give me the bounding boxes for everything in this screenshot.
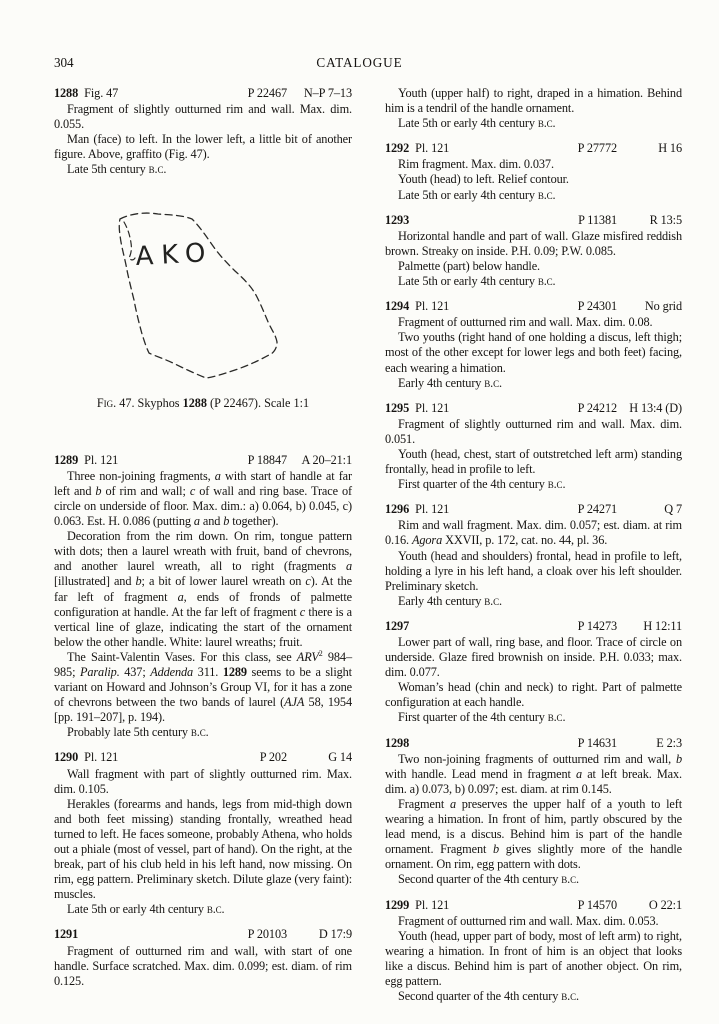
text-segment: a <box>345 559 352 574</box>
catalog-entry-1292 <box>385 141 682 202</box>
text-segment: Addenda <box>150 664 194 679</box>
entry-paragraph: Late 5th or early 4th century b.c. <box>398 274 556 289</box>
entry-paragraph: Fragment of slightly outturned rim and wall. Max. dim. 0.051. <box>385 416 682 446</box>
entry-paragraph: Fragment a preserves the upper half of a youth to left wearing a himation. In front of him, partly obscured by the lead mend, is a discus. Behind him is part of the handle ornament. Fragment b gives slightly more of the handle ornament. On rim, egg pattern with dots. <box>385 796 683 872</box>
text-segment: a <box>214 468 221 483</box>
entry-header <box>385 213 682 228</box>
text-segment: 1289 <box>222 664 247 679</box>
entry-number-and-plate <box>385 141 578 156</box>
catalog-entry-1288 <box>54 86 352 178</box>
entry-paragraph: Fragment of outturned rim and wall, with start of one handle. Surface scratched. Max. dim. 0.099; est. diam. of rim 0.125. <box>54 943 352 988</box>
entry-paragraph: Three non-joining fragments, a with start of handle at far left and b of rim and wall; c of wall and ring base. Trace of circle on underside of floor. Max. dim.: a) 0.064, b) 0.045, c) 0.063. Est. H. 0.086 (putting a and b together). <box>54 468 352 529</box>
entry-paragraph: Rim and wall fragment. Max. dim. 0.057; est. diam. at rim 0.16. Agora XXVII, p. 172, cat. no. 44, pl. 36. <box>385 518 682 548</box>
text-segment: b.c. <box>561 989 579 1004</box>
entry-paragraph: Herakles (forearms and hands, legs from mid-thigh down and both feet missing) standing frontally, wreathed head turned to left. He faces someone, probably Athena, who holds out a phiale (most of vessel, part of hand). On the right, at the break, part of his club held in his left hand, now missing. On rim, egg pattern. Preliminary sketch. Dilute glaze (very faint): muscles. <box>54 796 352 902</box>
entry-header <box>385 299 682 314</box>
entries-group-right <box>385 86 682 1004</box>
entry-header <box>385 401 682 416</box>
entry-plate-ref: Pl. 121 <box>409 141 450 156</box>
text-segment: b <box>493 842 500 857</box>
entry-number-and-plate <box>385 898 578 913</box>
entry-plate-ref: Pl. 121 <box>78 750 119 765</box>
entry-inventory-number: P 27772 <box>577 141 617 156</box>
text-segment: a <box>576 766 583 781</box>
entry-paragraph: Late 5th or early 4th century b.c. <box>398 187 556 202</box>
entry-header <box>385 898 682 913</box>
entry-grid-ref: E 2:3 <box>656 735 682 750</box>
entry-paragraph: Woman’s head (chin and neck) to right. Part of palmette configuration at each handle. <box>385 680 682 710</box>
text-segment: 1288 <box>182 395 207 410</box>
entry-plate-ref: Pl. 121 <box>409 400 450 415</box>
entry-number-and-plate <box>385 619 578 634</box>
text-segment: b.c. <box>148 162 167 177</box>
entry-number: 1294 <box>385 299 410 314</box>
entry-inventory-number: P 14631 <box>577 735 617 750</box>
entry-number: 1292 <box>385 141 410 156</box>
page-number: 304 <box>54 55 74 70</box>
entry-grid-ref: H 16 <box>658 141 682 156</box>
text-segment: a <box>177 589 184 604</box>
entry-inventory-number: P 24301 <box>577 299 617 314</box>
entry-inventory-number: P 24271 <box>577 502 617 517</box>
entry-plate-ref: Pl. 121 <box>409 897 450 912</box>
catalog-entry-continuation <box>385 86 682 131</box>
running-title: CATALOGUE <box>316 55 403 70</box>
catalog-entry-1299 <box>385 898 682 1005</box>
entry-paragraph: Youth (head, chest, start of outstretched left arm) standing frontally, head in profile to left. <box>385 446 682 477</box>
entry-paragraph: First quarter of the 4th century b.c. <box>398 477 566 492</box>
entry-paragraph: Youth (upper half) to right, draped in a himation. Behind him is a tendril of the handle ornament. <box>385 86 682 116</box>
entry-paragraph: Palmette (part) below handle. <box>398 258 540 273</box>
entry-number: 1297 <box>385 618 410 633</box>
text-segment: b.c. <box>561 872 579 887</box>
entry-header <box>54 750 352 765</box>
entries-group-before-figure <box>54 86 352 178</box>
entry-paragraph: Probably late 5th century b.c. <box>67 725 209 740</box>
entry-inventory-number: P 20103 <box>247 927 287 942</box>
entry-paragraph: Youth (head) to left. Relief contour. <box>398 172 569 187</box>
text-segment: Fig. <box>96 395 117 410</box>
entry-number-and-plate <box>385 502 578 517</box>
text-segment: 2 <box>318 648 323 658</box>
catalog-entry-1293 <box>385 213 682 289</box>
entry-paragraph: Youth (head, upper part of body, most of left arm) to right, wearing a himation. In front of him is an object that looks like a discus. Behind him is part of another object. On rim, egg pattern. <box>385 928 682 988</box>
entry-grid-ref: D 17:9 <box>318 927 352 942</box>
text-segment: a <box>449 796 456 811</box>
entry-paragraph: Fragment of slightly outturned rim and wall. Max. dim. 0.055. <box>54 102 352 132</box>
entry-header <box>54 453 352 468</box>
catalog-entry-1289 <box>54 453 352 741</box>
text-segment: b.c. <box>484 375 502 390</box>
entries-group-after-figure <box>54 453 352 989</box>
entry-paragraph: Second quarter of the 4th century b.c. <box>398 989 579 1004</box>
entry-inventory-number: P 22467 <box>247 86 287 100</box>
text-segment: b.c. <box>190 725 209 740</box>
catalog-entry-1290 <box>54 750 352 917</box>
entry-paragraph: Man (face) to left. In the lower left, a little bit of another figure. Above, graffito (Fig. 47). <box>54 132 352 162</box>
entry-inventory-number: P 24212 <box>577 400 617 415</box>
entry-number: 1295 <box>385 400 410 415</box>
entry-paragraph: Two youths (right hand of one holding a discus, left thigh; most of the other except for lower legs and both feet) facing, each wearing a himation. <box>385 330 682 375</box>
entry-paragraph: Wall fragment with part of slightly outturned rim. Max. dim. 0.105. <box>54 766 352 796</box>
entry-number-and-plate <box>385 299 578 314</box>
text-segment: b <box>135 574 142 589</box>
entry-grid-ref: N–P 7–13 <box>303 86 352 100</box>
right-column <box>385 86 682 1004</box>
catalog-entry-1295 <box>385 401 682 493</box>
entry-paragraph: Second quarter of the 4th century b.c. <box>398 872 579 887</box>
entry-header <box>385 502 682 517</box>
text-segment: b.c. <box>206 902 225 917</box>
entry-grid-ref: O 22:1 <box>648 897 682 912</box>
entry-number: 1299 <box>385 897 410 912</box>
entry-header <box>385 141 682 156</box>
graffito-text: AKO <box>134 237 215 272</box>
sherd-inner-break-line <box>124 222 135 260</box>
entry-grid-ref: H 12:11 <box>643 618 682 633</box>
catalog-entry-1296 <box>385 502 682 609</box>
entry-number: 1290 <box>54 750 79 765</box>
entry-paragraph: Rim fragment. Max. dim. 0.037. <box>398 157 554 172</box>
entry-paragraph: Early 4th century b.c. <box>398 593 502 608</box>
entry-number: 1293 <box>385 212 410 227</box>
entry-grid-ref: R 13:5 <box>649 212 682 227</box>
catalog-entry-1298 <box>385 736 682 888</box>
entry-number-and-plate <box>54 927 248 942</box>
figure-47 <box>54 202 352 411</box>
figure-caption: Fig. 47. Skyphos 1288 (P 22467). Scale 1:1 <box>96 395 310 410</box>
sherd-drawing <box>102 202 342 387</box>
left-column <box>54 86 352 1004</box>
entry-number-and-plate <box>385 401 578 416</box>
text-segment: b.c. <box>484 593 502 608</box>
entry-number: 1291 <box>54 927 79 942</box>
entry-grid-ref: A 20–21:1 <box>301 452 352 467</box>
entry-paragraph: Two non-joining fragments of outturned rim and wall, b with handle. Lead mend in fragment a at left break. Max. dim. a) 0.073, b) 0.097; est. diam. at rim 0.145. <box>385 751 683 796</box>
text-segment: AJA <box>284 695 305 710</box>
text-segment: b <box>95 483 102 498</box>
entry-paragraph: Early 4th century b.c. <box>398 375 502 390</box>
running-head <box>54 55 682 86</box>
text-segment: b.c. <box>537 274 556 289</box>
entry-header <box>54 927 352 942</box>
entry-number-and-plate <box>54 86 248 101</box>
entry-inventory-number: P 11381 <box>578 212 617 227</box>
entry-paragraph: Horizontal handle and part of wall. Glaze misfired reddish brown. Streaky on inside. P.H. 0.09; P.W. 0.085. <box>385 228 682 258</box>
entry-paragraph: Youth (head and shoulders) frontal, head in profile to left, holding a lyre in his left hand, a cloak over his left shoulder. Preliminary sketch. <box>385 548 682 593</box>
catalog-entry-1297 <box>385 619 682 726</box>
entry-plate-ref: Pl. 121 <box>409 502 450 517</box>
text-segment: b.c. <box>547 477 566 492</box>
text-segment: b.c. <box>537 116 556 131</box>
text-segment: ARV <box>296 649 319 664</box>
text-segment: Paralip. <box>79 664 120 679</box>
text-segment: b <box>675 751 682 766</box>
entry-plate-ref: Pl. 121 <box>78 452 119 467</box>
entry-header <box>54 86 352 101</box>
text-segment: b <box>223 514 230 529</box>
entry-paragraph: Lower part of wall, ring base, and floor. Trace of circle on underside. Glaze fired brownish on inside. P.H. 0.033; max. dim. 0.077. <box>385 635 682 680</box>
text-segment: b.c. <box>547 710 566 725</box>
entry-paragraph: Late 5th century b.c. <box>67 162 167 177</box>
text-segment: c <box>189 483 196 498</box>
entry-inventory-number: P 14273 <box>577 618 617 633</box>
entry-number-and-plate <box>54 750 260 765</box>
entry-number-and-plate <box>54 453 248 468</box>
entry-paragraph: The Saint-Valentin Vases. For this class, see ARV$^2$ 984–985; Paralip. 437; Addenda 311. 1289 seems to be a slight variant on Howard and Johnson’s Group VI, for it has a zone of chevrons between the two bands of laurel (AJA 58, 1954 [pp. 191–207], p. 194). <box>54 648 352 725</box>
text-segment: c <box>299 604 306 619</box>
entry-grid-ref: No grid <box>644 299 682 314</box>
entry-number: 1296 <box>385 502 410 517</box>
entry-inventory-number: P 18847 <box>247 452 287 467</box>
entry-paragraph: Late 5th or early 4th century b.c. <box>67 902 225 917</box>
entry-number-and-plate <box>385 213 578 228</box>
text-columns <box>54 86 682 1004</box>
text-segment: a <box>193 514 200 529</box>
catalog-entry-1291 <box>54 927 352 988</box>
entry-plate-ref: Fig. 47 <box>78 86 119 100</box>
entry-inventory-number: P 14570 <box>577 897 617 912</box>
text-segment: Agora <box>411 533 443 548</box>
entry-paragraph: Fragment of outturned rim and wall. Max. dim. 0.08. <box>398 315 653 330</box>
entry-number: 1289 <box>54 452 79 467</box>
entry-header <box>385 619 682 634</box>
catalog-entry-1294 <box>385 299 682 391</box>
entry-plate-ref: Pl. 121 <box>409 299 450 314</box>
entry-grid-ref: Q 7 <box>664 502 682 517</box>
entry-paragraph: Late 5th or early 4th century b.c. <box>398 116 556 131</box>
text-segment: c <box>305 574 311 589</box>
entry-number-and-plate <box>385 736 578 751</box>
entry-number: 1288 <box>54 86 79 100</box>
entry-grid-ref: G 14 <box>328 750 352 765</box>
entry-number: 1298 <box>385 735 410 750</box>
entry-inventory-number: P 202 <box>259 750 287 765</box>
text-segment: b.c. <box>537 187 556 202</box>
entry-paragraph: Fragment of outturned rim and wall. Max. dim. 0.053. <box>398 913 659 928</box>
entry-paragraph: First quarter of the 4th century b.c. <box>398 710 566 725</box>
entry-paragraph: Decoration from the rim down. On rim, tongue pattern with dots; then a laurel wreath with fruit, band of chevrons, and another laurel wreath, all to right (fragments a [illustrated] and b; a bit of lower laurel wreath on c). At the far left of fragment a, ends of fronds of palmette configuration at handle. At the far left of fragment c there is a vertical line of glaze, indicating the start of the ornament below the other handle. White: laurel wreaths; fruit. <box>54 529 353 649</box>
entry-grid-ref: H 13:4 (D) <box>629 400 682 415</box>
entry-header <box>385 736 682 751</box>
